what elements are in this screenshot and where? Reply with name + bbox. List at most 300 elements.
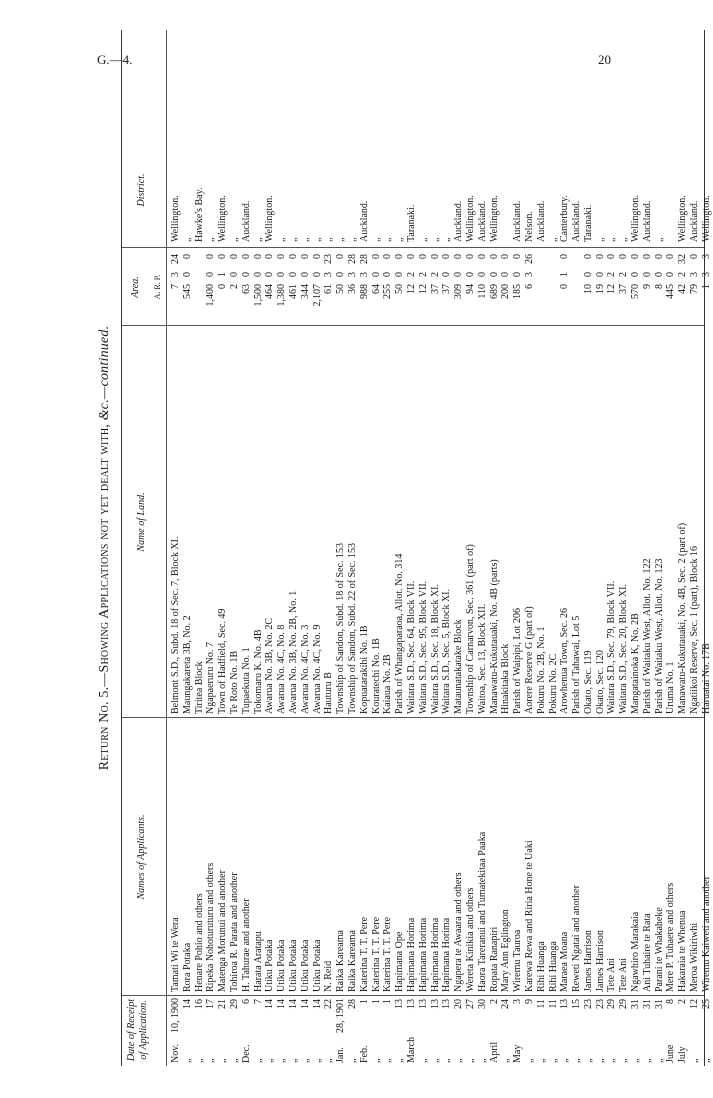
table-row <box>194 30 206 1066</box>
row-area-perches: 0 <box>311 254 323 259</box>
row-land: Arowhenua Town, Sec. 26 <box>559 607 571 714</box>
row-applicant: Karewa Rewa and Riria Hone te Uaki <box>523 840 535 992</box>
row-month: „ <box>571 1058 583 1063</box>
row-area-roods: 2 <box>618 272 630 277</box>
row-area-perches: 0 <box>240 254 252 259</box>
row-district: Auckland. <box>453 200 465 242</box>
row-area-roods: 0 <box>370 272 382 277</box>
table-row <box>418 30 430 1066</box>
row-district: „ <box>276 237 288 242</box>
row-area-perches: 28 <box>346 254 358 264</box>
row-land: Waitoa, Sec. 13, Block XII. <box>476 603 488 714</box>
row-area-acres: 19 <box>594 284 606 294</box>
row-month: „ <box>311 1058 323 1063</box>
row-month: „ <box>653 1058 665 1063</box>
row-land: Parish of Waitaku West, Allot. No. 122 <box>641 558 653 714</box>
row-month: „ <box>535 1058 547 1063</box>
row-area-roods: 2 <box>429 272 441 277</box>
row-district: „ <box>181 237 193 242</box>
row-area-acres: 185 <box>512 284 524 299</box>
row-day: 31 <box>641 999 653 1009</box>
row-area-roods: 0 <box>264 272 276 277</box>
row-land: Waitara S.D., Sec. 64, Block VII. <box>405 580 417 714</box>
row-area-acres: 8 <box>653 284 665 289</box>
row-district: Hawke's Bay. <box>193 187 205 242</box>
table-row <box>229 30 241 1066</box>
row-area-acres: 63 <box>240 284 252 294</box>
row-land: Tokomaru K. No. 4B <box>252 629 264 714</box>
row-day: 29 <box>606 999 618 1009</box>
row-land: Awarua No. 4C, No. 8 <box>276 624 288 714</box>
row-month: „ <box>641 1058 653 1063</box>
row-applicant: Katerina T. T. Pere <box>358 916 370 992</box>
row-area-roods: 3 <box>523 272 535 277</box>
row-land: Okato, Sec. 119 <box>582 650 594 714</box>
row-applicant: Utiku Potaka <box>287 939 299 992</box>
row-day: 25 <box>700 999 712 1009</box>
document-id: G.—4. <box>97 52 133 67</box>
table-row <box>642 30 654 1066</box>
row-applicant: Hapimana Ope <box>394 931 406 992</box>
row-area-roods: 3 <box>346 272 358 277</box>
row-day: 12 <box>689 999 701 1009</box>
row-day: 23 <box>582 999 594 1009</box>
row-district: Wellington. <box>170 195 181 242</box>
row-area-acres: 12 <box>606 284 618 294</box>
row-month: „ <box>264 1058 276 1063</box>
row-month: „ <box>700 1058 712 1063</box>
row-applicant: Rihi Huanga <box>535 941 547 992</box>
row-area-acres: 344 <box>299 284 311 299</box>
row-area-roods: 0 <box>382 272 394 277</box>
row-month: „ <box>453 1058 465 1063</box>
row-district: „ <box>606 237 618 242</box>
row-month: Nov. <box>170 1043 181 1063</box>
row-day: 23 <box>594 999 606 1009</box>
row-month: Dec. <box>240 1044 252 1063</box>
row-month: March <box>405 1036 417 1063</box>
row-month: „ <box>441 1058 453 1063</box>
row-day: 21 <box>217 999 229 1009</box>
row-area-roods: 0 <box>665 272 677 277</box>
row-area-acres: 6 <box>523 284 535 289</box>
row-area-roods: 0 <box>582 272 594 277</box>
table-row <box>371 30 383 1066</box>
row-area-perches: 0 <box>217 254 229 259</box>
row-district: Auckland. <box>535 200 547 242</box>
row-applicant: Ngapera te Awaara and others <box>453 872 465 992</box>
row-district: „ <box>382 237 394 242</box>
row-district: Auckland. <box>240 200 252 242</box>
row-district: Auckland. <box>641 200 653 242</box>
header-rule <box>166 30 167 1066</box>
row-month: „ <box>523 1058 535 1063</box>
col-header-district: District. <box>136 173 147 207</box>
row-district: Wellington. <box>630 195 642 242</box>
row-district: „ <box>311 237 323 242</box>
table-row <box>394 30 406 1066</box>
row-month: „ <box>181 1058 193 1063</box>
row-area-acres: 1,380 <box>276 284 288 307</box>
row-area-acres: 64 <box>370 284 382 294</box>
row-day: 17 <box>205 999 217 1009</box>
row-land: Township of Sandon, Subd. 18 of Sec. 153 <box>335 543 347 714</box>
row-applicant: Utiku Potaka <box>276 939 288 992</box>
row-month: June <box>665 1044 677 1063</box>
row-area-perches: 0 <box>488 254 500 259</box>
row-area-perches: 23 <box>323 254 335 264</box>
row-area-perches: 28 <box>358 254 370 264</box>
row-area-perches: 0 <box>287 254 299 259</box>
row-district: „ <box>417 237 429 242</box>
row-day: 27 <box>464 999 476 1009</box>
row-land: Tiritea Block <box>193 661 205 714</box>
row-area-perches: 0 <box>181 254 193 259</box>
row-district: „ <box>429 237 441 242</box>
row-area-perches: 0 <box>299 254 311 259</box>
row-land: Kaiaua No. 2B <box>382 654 394 714</box>
row-day: 30 <box>476 999 488 1009</box>
table-row <box>465 30 477 1066</box>
row-area-roods: 0 <box>630 272 642 277</box>
row-area-roods: 0 <box>441 272 453 277</box>
row-district: Auckland. <box>571 200 583 242</box>
row-area-acres: 37 <box>441 284 453 294</box>
table-row <box>548 30 560 1066</box>
row-area-acres: 7 <box>170 284 181 289</box>
table-row <box>524 30 536 1066</box>
row-area-acres: 689 <box>488 284 500 299</box>
row-day: 2 <box>677 999 689 1004</box>
row-area-perches: 0 <box>394 254 406 259</box>
row-area-perches: 0 <box>417 254 429 259</box>
row-day: 9 <box>523 999 535 1004</box>
row-area-perches: 0 <box>335 254 347 259</box>
row-area-perches: 0 <box>476 254 488 259</box>
row-area-acres: 10 <box>582 284 594 294</box>
row-applicant: Wiremu Kaiweti and another <box>700 876 712 992</box>
row-day: 1 <box>370 999 382 1004</box>
row-area-acres: 461 <box>287 284 299 299</box>
row-area-roods: 2 <box>405 272 417 277</box>
row-day: 1 <box>358 999 370 1004</box>
row-day: 13 <box>429 999 441 1009</box>
row-area-roods: 0 <box>653 272 665 277</box>
row-area-roods: 0 <box>488 272 500 277</box>
row-day: 14 <box>299 999 311 1009</box>
row-land: Belmont S.D., Subd. 18 of Sec. 7, Block XI. <box>170 536 181 714</box>
row-month: „ <box>323 1058 335 1063</box>
row-land: Township of Carnarvon, Sec. 361 (part of) <box>464 544 476 714</box>
row-day: 2 <box>488 999 500 1004</box>
row-area-acres: 0 <box>217 284 229 289</box>
row-district: „ <box>653 237 665 242</box>
row-day: 28 <box>346 999 358 1009</box>
row-area-roods: 0 <box>205 272 217 277</box>
row-district: „ <box>547 237 559 242</box>
row-applicant: N. Reid <box>323 960 335 992</box>
row-area-acres: 94 <box>464 284 476 294</box>
table-row <box>264 30 276 1066</box>
table-row <box>347 30 359 1066</box>
row-area-acres: 464 <box>264 284 276 299</box>
table-title <box>97 30 113 1066</box>
row-land: Kouratechi No. 1B <box>370 638 382 714</box>
row-area-roods: 3 <box>689 272 701 277</box>
table-row <box>312 30 324 1066</box>
row-district: „ <box>335 237 347 242</box>
row-applicant: Harata Aratapu <box>252 931 264 992</box>
row-area-perches: 3 <box>700 254 712 259</box>
row-area-perches: 0 <box>689 254 701 259</box>
row-land: Waitara S.D., Sec. 79, Block VII. <box>606 580 618 714</box>
row-land: Mataunatakatake Block <box>453 619 465 714</box>
row-day: 10, 1900 <box>170 998 181 1033</box>
row-land: Township of Sandon, Subd. 22 of Sec. 153 <box>346 543 358 714</box>
row-area-roods: 3 <box>700 272 712 277</box>
row-applicant: Maraea Moana <box>559 931 571 992</box>
row-area-perches: 0 <box>382 254 394 259</box>
row-land: Hinakitaka Block <box>500 643 512 714</box>
row-applicant: Tete Ani <box>606 957 618 992</box>
row-area-acres: 61 <box>323 284 335 294</box>
row-area-roods: 0 <box>311 272 323 277</box>
row-land: Awarua No. 3B, No. 2C <box>264 617 276 714</box>
row-month: „ <box>464 1058 476 1063</box>
row-day: 13 <box>441 999 453 1009</box>
row-area-acres: 545 <box>181 284 193 299</box>
row-area-roods: 3 <box>358 272 370 277</box>
row-area-perches: 0 <box>264 254 276 259</box>
row-month: „ <box>606 1058 618 1063</box>
row-day: 28, 1901 <box>335 998 347 1033</box>
row-applicant: Hapimana Horima <box>441 917 453 992</box>
row-month: „ <box>252 1058 264 1063</box>
table-row <box>205 30 217 1066</box>
table-row <box>453 30 465 1066</box>
table-row <box>595 30 607 1066</box>
table-row <box>170 30 182 1066</box>
row-land: Awarua No. 3B, No. 2B, No. 1 <box>287 590 299 714</box>
row-area-roods: 0 <box>476 272 488 277</box>
table-row <box>430 30 442 1066</box>
row-day: 14 <box>311 999 323 1009</box>
row-district: Auckland. <box>689 200 701 242</box>
row-area-roods: 2 <box>677 272 689 277</box>
row-day: 13 <box>405 999 417 1009</box>
row-area-perches: 0 <box>464 254 476 259</box>
row-area-perches: 0 <box>228 254 240 259</box>
row-district: „ <box>228 237 240 242</box>
row-district: Taranaki. <box>582 204 594 242</box>
row-applicant: Haora Tareranui and Tumatekitaa Paaka <box>476 831 488 992</box>
row-area-roods: 0 <box>335 272 347 277</box>
row-land: Tupaekuta No. 1 <box>240 647 252 714</box>
row-month: „ <box>287 1058 299 1063</box>
row-area-perches: 0 <box>405 254 417 259</box>
row-land: Kopuatarakihi No. 1B <box>358 625 370 714</box>
row-month: July <box>677 1046 689 1063</box>
table-row <box>583 30 595 1066</box>
row-area-perches: 26 <box>523 254 535 264</box>
row-month: „ <box>193 1058 205 1063</box>
row-area-acres: 445 <box>665 284 677 299</box>
row-month: „ <box>582 1058 594 1063</box>
row-day: 6 <box>240 999 252 1004</box>
table-row <box>335 30 347 1066</box>
row-applicant: Katerina T. T. Pere <box>382 916 394 992</box>
row-area-acres: 1,500 <box>252 284 264 307</box>
row-area-acres: 0 <box>559 284 571 289</box>
row-applicant: Mary Ann Eglington <box>500 909 512 992</box>
row-area-acres: 2,107 <box>311 284 323 307</box>
row-area-perches: 0 <box>252 254 264 259</box>
row-district: „ <box>370 237 382 242</box>
row-applicant: James Harrison <box>582 930 594 992</box>
row-area-perches: 0 <box>594 254 606 259</box>
row-area-acres: 50 <box>335 284 347 294</box>
row-area-roods: 0 <box>252 272 264 277</box>
row-land: Parish of Waipipi, Lot 206 <box>512 608 524 714</box>
table-body <box>170 30 713 1066</box>
table-row <box>677 30 689 1066</box>
row-land: Town of Hadfield, Sec. 49 <box>217 608 229 714</box>
row-day: 14 <box>287 999 299 1009</box>
row-applicant: James Harrison <box>594 930 606 992</box>
row-land: Awarua No. 4C, No. 3 <box>299 624 311 714</box>
row-area-perches: 0 <box>429 254 441 259</box>
row-applicant: Utiku Potaka <box>264 939 276 992</box>
row-day: 24 <box>500 999 512 1009</box>
row-applicant: Tete Ani <box>618 957 630 992</box>
row-month: Feb. <box>358 1045 370 1063</box>
row-land: Parish of Waitaku West, Allot. No. 123 <box>653 558 665 714</box>
row-district: Wellington. <box>217 195 229 242</box>
row-area-acres: 50 <box>394 284 406 294</box>
row-area-acres: 12 <box>417 284 429 294</box>
table-row <box>559 30 571 1066</box>
row-applicant: Tohiroa R. Parata and another <box>228 872 240 992</box>
row-day: 20 <box>453 999 465 1009</box>
row-day: 15 <box>571 999 583 1009</box>
table-row <box>489 30 501 1066</box>
table-row <box>241 30 253 1066</box>
row-month: „ <box>594 1058 606 1063</box>
row-applicant: Wereta Kinikia and others <box>464 887 476 992</box>
col-header-land: Name of Land. <box>136 492 147 552</box>
row-land: Manawatu-Kukutauaki, No. 4B, Sec. 2 (part of) <box>677 522 689 714</box>
row-area-acres: 42 <box>677 284 689 294</box>
row-area-roods: 0 <box>512 272 524 277</box>
row-applicant: Ngawhiro Marakaia <box>630 911 642 992</box>
row-applicant: Utiku Potaka <box>299 939 311 992</box>
row-district: „ <box>594 237 606 242</box>
row-district: „ <box>323 237 335 242</box>
row-area-perches: 32 <box>677 254 689 264</box>
row-land: Pokuru No. 2B, No. 1 <box>535 626 547 714</box>
row-day: 29 <box>618 999 630 1009</box>
row-applicant: H. Tahurae and another <box>240 898 252 992</box>
row-applicant: Matenga Morunui and another <box>217 870 229 992</box>
table-row <box>253 30 265 1066</box>
row-month: „ <box>559 1058 571 1063</box>
row-area-perches: 0 <box>512 254 524 259</box>
row-month: „ <box>299 1058 311 1063</box>
row-area-acres: 255 <box>382 284 394 299</box>
title-main: Return No. 5.—Showing Applications not yet dealt with, <box>97 420 112 771</box>
row-area-perches: 0 <box>500 254 512 259</box>
row-applicant: Raika Kareama <box>346 930 358 992</box>
rotated-table-page <box>95 30 712 1066</box>
row-area-acres: 37 <box>618 284 630 294</box>
table-row <box>701 30 713 1066</box>
row-applicant: Raika Kareama <box>335 930 347 992</box>
row-day: 14 <box>181 999 193 1009</box>
row-applicant: Hapimana Horima <box>417 917 429 992</box>
row-area-perches: 0 <box>582 254 594 259</box>
row-day: 16 <box>193 999 205 1009</box>
row-applicant: Reweti Ngatai and another <box>571 885 583 992</box>
row-land: Parish of Tahawai, Lot 5 <box>571 615 583 714</box>
row-applicant: Hakaraia te Whenua <box>677 910 689 992</box>
row-land: Ngapaeruru No. 7 <box>205 642 217 714</box>
row-area-perches: 24 <box>170 254 181 264</box>
row-day: 8 <box>665 999 677 1004</box>
row-area-perches: 0 <box>665 254 677 259</box>
row-area-perches: 0 <box>618 254 630 259</box>
col-header-date: Date of Receipt of Application. <box>126 998 149 1062</box>
row-area-acres: 110 <box>476 284 488 299</box>
row-month: May <box>512 1044 524 1063</box>
row-district: „ <box>299 237 311 242</box>
table-row <box>182 30 194 1066</box>
title-continued: &c.—continued. <box>97 325 112 421</box>
row-applicant: Katerina T. T. Pere <box>370 916 382 992</box>
table-row <box>606 30 618 1066</box>
row-district: „ <box>205 237 217 242</box>
table-row <box>276 30 288 1066</box>
row-district: Wellington. <box>464 195 476 242</box>
row-land: Haruatai No. 17B <box>700 643 712 714</box>
row-land: Awarua No. 4C, No. 9 <box>311 624 323 714</box>
row-area-acres: 12 <box>405 284 417 294</box>
row-area-roods: 0 <box>276 272 288 277</box>
col-header-area: Area. <box>130 276 141 298</box>
row-area-perches: 0 <box>630 254 642 259</box>
table-row <box>441 30 453 1066</box>
row-district: Taranaki. <box>405 204 417 242</box>
row-land: Waitara S.D., Sec. 5, Block XI. <box>441 589 453 714</box>
row-district: „ <box>441 237 453 242</box>
row-area-roods: 0 <box>299 272 311 277</box>
row-area-perches: 0 <box>653 254 665 259</box>
row-area-acres: 9 <box>641 284 653 289</box>
table-row <box>536 30 548 1066</box>
table-row <box>359 30 371 1066</box>
row-month: „ <box>205 1058 217 1063</box>
row-applicant: Utiku Potaka <box>311 939 323 992</box>
row-day: 22 <box>323 999 335 1009</box>
row-district: „ <box>394 237 406 242</box>
row-month: „ <box>228 1058 240 1063</box>
row-applicant: Ripeka Nohoturuturu and others <box>205 862 217 992</box>
col-header-applicants: Names of Applicants. <box>136 814 147 900</box>
row-area-acres: 79 <box>689 284 701 294</box>
row-month: „ <box>382 1058 394 1063</box>
row-applicant: Hapimana Horima <box>429 917 441 992</box>
row-area-roods: 0 <box>641 272 653 277</box>
row-area-roods: 3 <box>323 272 335 277</box>
